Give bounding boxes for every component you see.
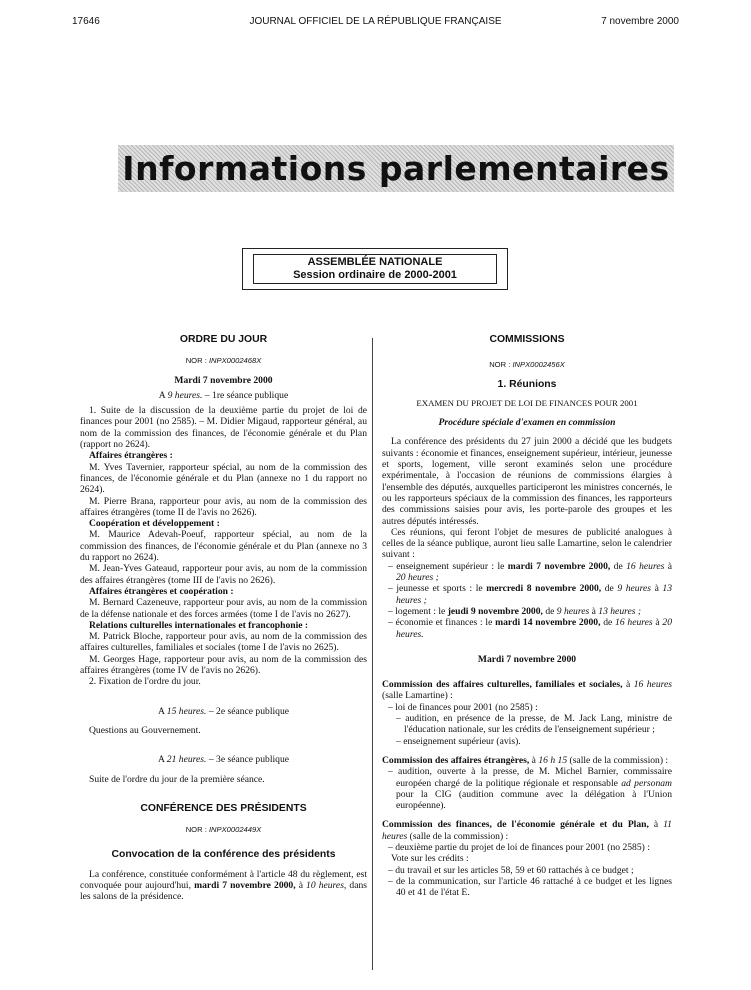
agenda-line: – audition, ouverte à la presse, de M. Michel Barnier, commissaire européen chargé de la politique régionale et responsable ad personam pour la CIG (audition commune avec la délégation à l'Union européenne). (388, 766, 672, 812)
rubric-relations-culturelles: Relations culturelles internationales et francophonie : (89, 619, 309, 631)
nor-reference: NOR : INPX0002468X (185, 356, 262, 366)
commission-finances: Commission des finances, de l'économie générale et du Plan, à 11 heures (salle de la commission) : (382, 819, 672, 842)
examen-heading: EXAMEN DU PROJET DE LOI DE FINANCES POUR 2001 (416, 397, 638, 408)
section-reunions: 1. Réunions (497, 378, 557, 390)
session-label: Session ordinaire de 2000-2001 (293, 269, 457, 281)
calendar-item: – économie et finances : le mardi 14 novembre 2000, de 16 heures à 20 heures. (388, 617, 672, 640)
commissions-heading: COMMISSIONS (489, 334, 565, 345)
vote-line: Vote sur les crédits : (391, 853, 469, 865)
journal-title: JOURNAL OFFICIEL DE LA RÉPUBLIQUE FRANÇAISE (249, 16, 502, 27)
seance-1: A 9 heures. – 1re séance publique (158, 389, 289, 401)
page-number: 17646 (72, 16, 100, 27)
conference-heading: CONFÉRENCE DES PRÉSIDENTS (140, 802, 307, 814)
commission-etrangeres: Commission des affaires étrangères, à 16 h 15 (salle de la commission) : (382, 754, 669, 766)
procedure-heading: Procédure spéciale d'examen en commission (438, 417, 616, 429)
running-header (72, 16, 679, 30)
rapporteur-paragraph: M. Pierre Brana, rapporteur pour avis, au nom de la commission des affaires étrangères (tome II de l'avis no 2626). (80, 495, 367, 518)
rapporteur-paragraph: M. Bernard Cazeneuve, rapporteur pour avis, au nom de la commission de la défense nationale et des forces armées (tome I de l'avis no 2627). (80, 597, 367, 620)
convocation-heading: Convocation de la conférence des présidents (111, 849, 336, 861)
ordre-du-jour-heading: ORDRE DU JOUR (179, 334, 268, 345)
rubric-affaires-etrangeres: Affaires étrangères : (89, 450, 173, 462)
agenda-line: – loi de finances pour 2001 (no 2585) : (388, 701, 538, 713)
agenda-line: – de la communication, sur l'article 46 rattaché à ce budget et les lignes 40 et 41 de l'état E. (388, 875, 672, 899)
banner-title: Informations parlementaires (122, 148, 670, 188)
left-column (80, 334, 367, 903)
questions-line: Questions au Gouvernement. (89, 724, 201, 736)
date-heading: Mardi 7 novembre 2000 (477, 653, 577, 665)
agenda-item-1: 1. Suite de la discussion de la deuxième partie du projet de loi de finances pour 2001 (no 2585). – M. Didier Migaud, rapporteur général, au nom de la commission des finances, de l'économie générale et du Plan (rapport no 2624). (80, 405, 367, 451)
rapporteur-paragraph: M. Yves Tavernier, rapporteur spécial, au nom de la commission des finances, de l'économie générale et du Plan (annexe no 1 du rapport no 2624). (80, 461, 367, 496)
rubric-affaires-etrangeres-cooperation: Affaires étrangères et coopération : (89, 585, 234, 597)
agenda-item-2: 2. Fixation de l'ordre du jour. (89, 676, 201, 688)
intro-paragraph: La conférence des présidents du 27 juin 2000 a décidé que les budgets suivants : économie et finances, enseignement supérieur, intérieur, jeunesse et sports, logement, ville seront examinés selon une procédure expérimentale, à l'occasion de réunions de commissions élargies à l'ensemble des députés, auxquelles participeront les ministres concernés, le ou les rapporteurs spéciaux de la commission des finances, les rapporteurs des commissions saisies pour avis, les porte-parole des groupes et les autres députés intéressés. (382, 436, 672, 527)
calendar-item: – logement : le jeudi 9 novembre 2000, de 9 heures à 13 heures ; (388, 605, 642, 617)
agenda-line: – deuxième partie du projet de loi de finances pour 2001 (no 2585) : (388, 841, 650, 853)
rubric-cooperation: Coopération et développement : (89, 518, 220, 530)
rapporteur-paragraph: M. Georges Hage, rapporteur pour avis, au nom de la commission des affaires étrangères (tome IV de l'avis no 2626). (80, 653, 367, 677)
rapporteur-paragraph: M. Patrick Bloche, rapporteur pour avis, au nom de la commission des affaires culturelles, familiales et sociales (tome I de l'avis no 2625). (80, 631, 367, 654)
seance-3: A 21 heures. – 3e séance publique (157, 754, 290, 766)
agenda-line: – enseignement supérieur (avis). (396, 735, 521, 747)
right-column (382, 334, 672, 898)
suite-line: Suite de l'ordre du jour de la première séance. (89, 773, 265, 785)
rapporteur-paragraph: M. Maurice Adevah-Poeuf, rapporteur spécial, au nom de la commission des finances, de l'économie générale et du Plan (annexe no 3 du rapport no 2624). (80, 529, 367, 564)
convocation-text: La conférence, constituée conformément à l'article 48 du règlement, est convoquée pour aujourd'hui, mardi 7 novembre 2000, à 10 heures, dans les salons de la présidence. (80, 868, 367, 903)
commission-culturelles: Commission des affaires culturelles, familiales et sociales, à 16 heures (salle Lamartine) : (382, 679, 672, 702)
assembly-box (242, 248, 508, 290)
calendar-item: – jeunesse et sports : le mercredi 8 novembre 2000, de 9 heures à 13 heures ; (388, 583, 672, 606)
date-heading: Mardi 7 novembre 2000 (174, 374, 273, 386)
issue-date: 7 novembre 2000 (601, 16, 679, 27)
agenda-line: – audition, en présence de la presse, de M. Jack Lang, ministre de l'éducation nationale, sur les crédits de l'enseignement supérieur ; (396, 713, 672, 736)
nor-reference: NOR : INPX0002449X (185, 825, 262, 835)
rapporteur-paragraph: M. Jean-Yves Gateaud, rapporteur pour avis, au nom de la commission des affaires étrangères (tome III de l'avis no 2626). (80, 563, 367, 586)
column-divider (372, 338, 373, 970)
nor-reference: NOR : INPX0002456X (489, 360, 565, 370)
reunions-paragraph: Ces réunions, qui feront l'objet de mesures de publicité analogues à celles de la séance publique, auront lieu salle Lamartine, selon le calendrier suivant : (382, 526, 672, 561)
assembly-name: ASSEMBLÉE NATIONALE (307, 256, 443, 268)
agenda-line: – du travail et sur les articles 58, 59 et 60 rattachés à ce budget ; (388, 864, 634, 876)
section-banner (118, 145, 674, 192)
calendar-item: – enseignement supérieur : le mardi 7 novembre 2000, de 16 heures à 20 heures ; (388, 560, 672, 584)
seance-2: A 15 heures. – 2e séance publique (157, 705, 290, 717)
